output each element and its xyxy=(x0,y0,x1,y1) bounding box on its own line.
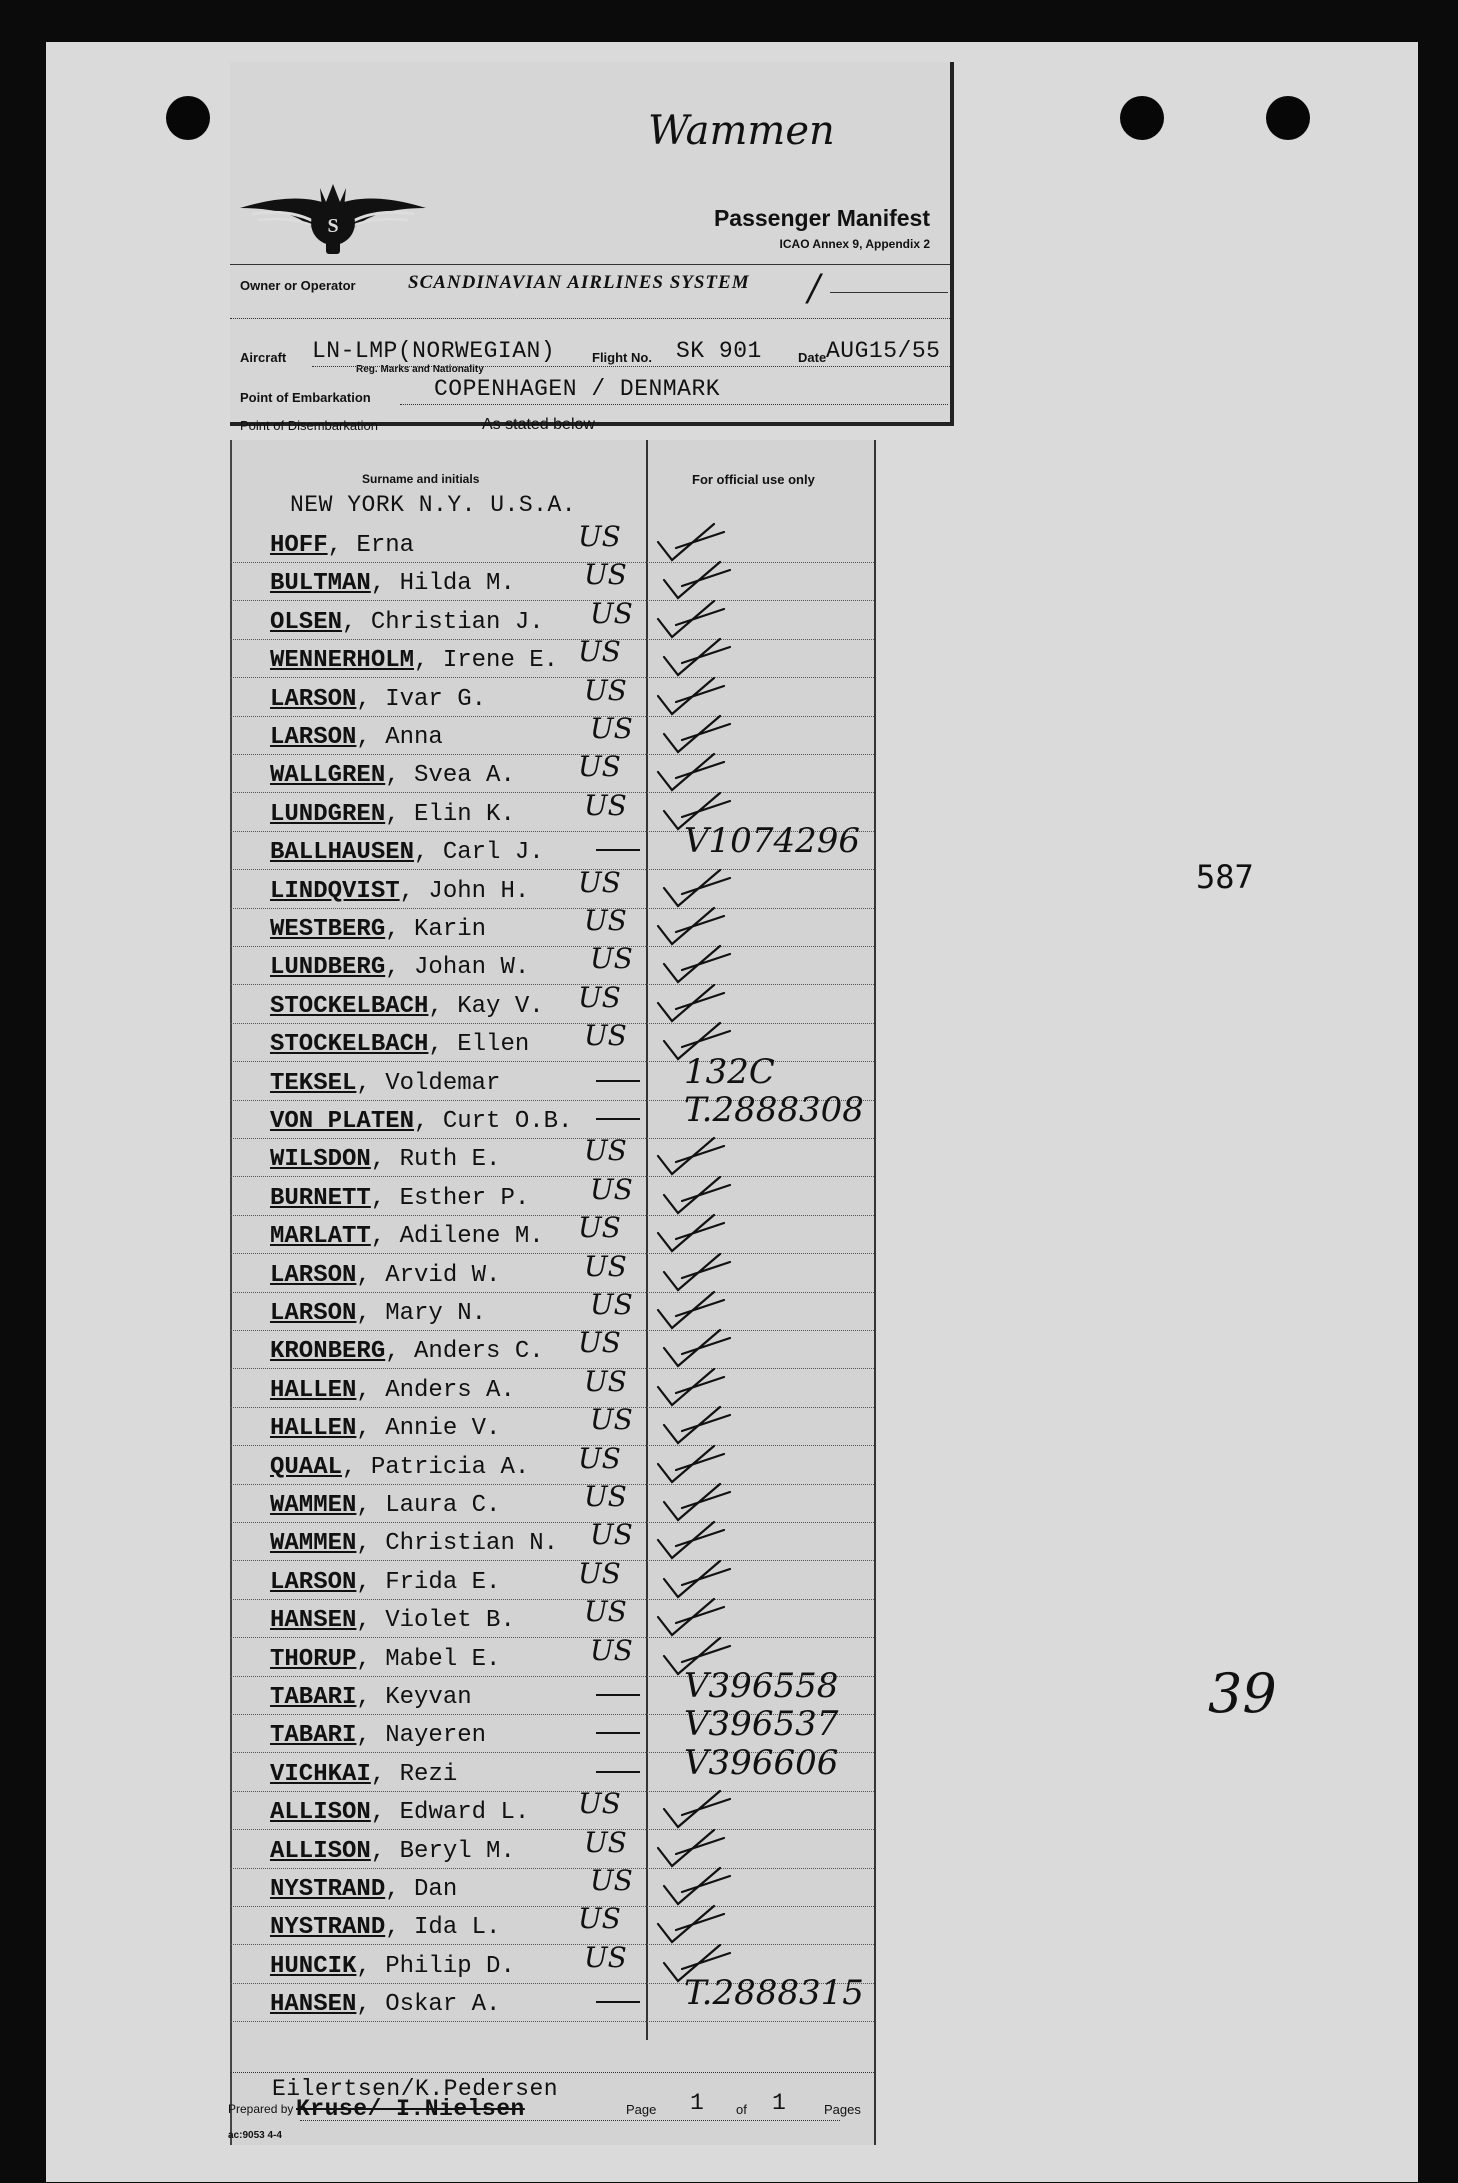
row-rule xyxy=(230,1522,874,1523)
citizenship-mark: US xyxy=(584,1940,627,1974)
passenger-row xyxy=(270,1492,500,1519)
passenger-row xyxy=(270,839,544,866)
passenger-surname: HALLEN xyxy=(270,1415,357,1443)
visa-note: T.2888308 xyxy=(684,1090,864,1130)
row-rule xyxy=(230,1599,874,1600)
passenger-given-name: , Frida E. xyxy=(356,1568,501,1596)
passenger-surname: LARSON xyxy=(270,685,357,713)
passenger-surname: WILSDON xyxy=(270,1146,371,1174)
punch-hole-left xyxy=(166,96,210,140)
passenger-surname: BURNETT xyxy=(270,1184,371,1212)
citizenship-mark: US xyxy=(578,1326,621,1360)
citizenship-mark: US xyxy=(578,1441,621,1475)
passenger-row xyxy=(270,1876,457,1903)
manifest-title: Passenger Manifest xyxy=(713,205,930,231)
passenger-surname: LARSON xyxy=(270,1300,357,1327)
passenger-row xyxy=(270,1761,457,1788)
passenger-given-name: , Dan xyxy=(385,1876,458,1903)
passenger-surname: STOCKELBACH xyxy=(270,992,429,1020)
reg-marks-label: Reg. Marks and Nationality xyxy=(356,364,484,375)
passenger-given-name: , Carl J. xyxy=(414,839,544,867)
passenger-row xyxy=(270,1991,500,2018)
row-rule xyxy=(230,639,874,640)
operator-value: SCANDINAVIAN AIRLINES SYSTEM xyxy=(408,272,750,293)
row-rule xyxy=(230,1637,874,1638)
embarkation-value: COPENHAGEN / DENMARK xyxy=(434,376,721,402)
passenger-surname: NYSTRAND xyxy=(270,1876,386,1903)
passenger-row xyxy=(270,993,544,1020)
passenger-row xyxy=(270,1607,515,1634)
passenger-given-name: , Erna xyxy=(327,532,415,559)
surname-column-header: Surname and initials xyxy=(362,472,480,486)
passenger-surname: OLSEN xyxy=(270,608,343,636)
passenger-row xyxy=(270,1262,500,1289)
dash-mark xyxy=(596,1080,640,1082)
visa-note: 132C xyxy=(684,1051,775,1092)
passenger-given-name: , Esther P. xyxy=(370,1184,530,1212)
sas-viking-logo xyxy=(238,178,428,258)
row-rule xyxy=(230,1560,874,1561)
citizenship-mark: US xyxy=(590,1288,633,1321)
passenger-surname: BULTMAN xyxy=(270,570,371,598)
passenger-given-name: , Keyvan xyxy=(356,1684,472,1711)
row-rule xyxy=(230,1829,874,1830)
citizenship-mark: US xyxy=(578,980,621,1014)
passenger-surname: TEKSEL xyxy=(270,1069,357,1097)
citizenship-mark: US xyxy=(590,1403,633,1437)
disembarkation-value: As stated below xyxy=(482,416,595,433)
passenger-surname: LINDQVIST xyxy=(270,877,400,905)
passenger-given-name: , Mabel E. xyxy=(356,1645,501,1673)
passenger-given-name: , Philip D. xyxy=(356,1952,515,1980)
passenger-row xyxy=(270,1914,500,1941)
citizenship-mark: US xyxy=(578,865,621,899)
passenger-row xyxy=(270,1185,529,1212)
passenger-surname: BALLHAUSEN xyxy=(270,839,415,867)
passenger-given-name: , Laura C. xyxy=(356,1492,501,1519)
dash-mark xyxy=(596,2001,640,2003)
owner-label: Owner or Operator xyxy=(240,278,356,293)
passenger-given-name: , Annie V. xyxy=(356,1415,501,1443)
row-rule xyxy=(230,1906,874,1907)
visa-note: V396537 xyxy=(684,1704,839,1745)
destination-value: NEW YORK N.Y. U.S.A. xyxy=(290,492,577,518)
passenger-given-name: , Ida L. xyxy=(385,1914,501,1942)
passenger-row xyxy=(270,1146,500,1173)
row-rule xyxy=(230,1061,874,1062)
row-rule xyxy=(230,1215,874,1216)
page-total: 1 xyxy=(772,2090,787,2116)
handwritten-name-top: Wammen xyxy=(648,108,835,154)
visa-note: V396558 xyxy=(684,1666,839,1706)
citizenship-mark: US xyxy=(578,1211,621,1245)
passenger-given-name: , Nayeren xyxy=(356,1722,487,1750)
aircraft-value: LN-LMP(NORWEGIAN) xyxy=(312,338,556,364)
passenger-surname: NYSTRAND xyxy=(270,1914,386,1942)
citizenship-mark: US xyxy=(590,596,633,630)
visa-note: T.2888315 xyxy=(684,1973,864,2014)
passenger-surname: HALLEN xyxy=(270,1376,357,1404)
visa-note: V396606 xyxy=(684,1742,839,1783)
passenger-surname: VICHKAI xyxy=(270,1760,371,1788)
passenger-row xyxy=(270,1646,500,1673)
passenger-surname: WAMMEN xyxy=(270,1492,357,1519)
citizenship-mark: US xyxy=(578,1902,621,1936)
passenger-surname: ALLISON xyxy=(270,1837,371,1865)
passenger-row xyxy=(270,724,443,751)
passenger-row xyxy=(270,609,544,636)
citizenship-mark: US xyxy=(590,712,633,745)
page-number: 1 xyxy=(690,2090,705,2116)
dash-mark xyxy=(596,1694,640,1696)
passenger-row xyxy=(270,1454,529,1481)
dash-mark xyxy=(596,1118,640,1120)
flight-no-value: SK 901 xyxy=(676,338,762,364)
svg-text:S: S xyxy=(327,215,339,237)
visa-note: V1074296 xyxy=(684,821,860,862)
side-note-39: 39 xyxy=(1208,1662,1277,1725)
citizenship-mark: US xyxy=(578,1556,621,1590)
dash-mark xyxy=(596,849,640,851)
passenger-given-name: , Patricia A. xyxy=(342,1453,530,1481)
row-rule xyxy=(230,716,874,717)
citizenship-mark: US xyxy=(584,1134,627,1168)
embarkation-underline xyxy=(400,404,948,405)
passenger-given-name: , Ellen xyxy=(428,1031,530,1059)
table-right-border xyxy=(874,440,876,2145)
passenger-given-name: , Violet B. xyxy=(356,1607,515,1635)
passenger-surname: LARSON xyxy=(270,1568,357,1596)
row-rule xyxy=(230,562,874,563)
row-rule xyxy=(230,984,874,985)
aircraft-label: Aircraft xyxy=(240,350,287,365)
citizenship-mark: US xyxy=(590,942,633,976)
passenger-surname: HANSEN xyxy=(270,1991,357,2019)
passenger-row xyxy=(270,762,515,789)
owner-underline xyxy=(830,292,948,293)
row-rule xyxy=(230,1868,874,1869)
embarkation-label: Point of Embarkation xyxy=(240,390,371,405)
citizenship-mark: US xyxy=(584,788,627,822)
passenger-given-name: , Arvid W. xyxy=(356,1261,501,1289)
citizenship-mark: US xyxy=(578,635,621,669)
disembarkation-label: Point of Disembarkation xyxy=(240,418,379,433)
pages-label: Pages xyxy=(824,2102,861,2117)
passenger-given-name: , Christian J. xyxy=(342,608,544,636)
passenger-row xyxy=(270,647,558,674)
passenger-surname: LARSON xyxy=(270,1261,357,1289)
passenger-surname: LUNDGREN xyxy=(270,800,386,828)
passenger-surname: LARSON xyxy=(270,724,357,751)
page-label: Page xyxy=(626,2102,657,2117)
citizenship-mark: US xyxy=(584,558,627,592)
rule-bottom xyxy=(230,2072,874,2073)
passenger-given-name: , Curt O.B. xyxy=(414,1108,573,1135)
passenger-row xyxy=(270,686,486,713)
signature-underline xyxy=(300,2120,840,2121)
passenger-surname: KRONBERG xyxy=(270,1338,386,1366)
passenger-given-name: , Edward L. xyxy=(370,1799,530,1827)
row-rule xyxy=(230,1407,874,1408)
passenger-given-name: , Elin K. xyxy=(385,800,515,828)
passenger-row xyxy=(270,1799,529,1826)
citizenship-mark: US xyxy=(578,1787,621,1821)
passenger-surname: THORUP xyxy=(270,1645,357,1673)
citizenship-mark: US xyxy=(590,1864,633,1897)
passenger-row xyxy=(270,1377,515,1404)
passenger-surname: WESTBERG xyxy=(270,916,386,943)
side-note-587: 587 xyxy=(1196,858,1254,896)
passenger-given-name: , Christian N. xyxy=(356,1530,559,1558)
passenger-row xyxy=(270,801,515,828)
citizenship-mark: US xyxy=(578,750,621,784)
passenger-row xyxy=(270,1838,515,1865)
passenger-given-name: , Voldemar xyxy=(356,1069,501,1097)
passenger-row xyxy=(270,1223,544,1250)
row-rule xyxy=(230,1484,874,1485)
row-rule xyxy=(230,1292,874,1293)
citizenship-mark: US xyxy=(584,1595,627,1629)
row-rule xyxy=(230,600,874,601)
passenger-row xyxy=(270,1415,500,1442)
passenger-surname: HUNCIK xyxy=(270,1952,357,1980)
passenger-given-name: , Ruth E. xyxy=(370,1146,501,1174)
citizenship-mark: US xyxy=(590,1172,633,1206)
row-rule xyxy=(230,908,874,909)
dash-mark xyxy=(596,1771,640,1773)
passenger-surname: ALLISON xyxy=(270,1799,371,1827)
row-rule xyxy=(230,1330,874,1331)
passenger-row xyxy=(270,1031,529,1058)
row-rule xyxy=(230,1138,874,1139)
citizenship-mark: US xyxy=(584,1480,627,1513)
passenger-row xyxy=(270,1722,486,1749)
passenger-given-name: , John H. xyxy=(399,877,530,905)
passenger-given-name: , Kay V. xyxy=(428,992,544,1020)
row-rule xyxy=(230,1368,874,1369)
citizenship-mark: US xyxy=(584,1364,627,1398)
preparer-line-2: Kruse/ I.Nielsen xyxy=(296,2096,525,2122)
punch-hole-right-2 xyxy=(1266,96,1310,140)
row-rule xyxy=(230,1445,874,1446)
passenger-given-name: , Anna xyxy=(356,724,443,751)
row-rule xyxy=(230,869,874,870)
dash-mark xyxy=(596,1732,640,1734)
prepared-by-label: Prepared by xyxy=(228,2102,294,2116)
row-rule xyxy=(230,1023,874,1024)
passenger-row xyxy=(270,1953,515,1980)
column-divider xyxy=(646,440,648,2040)
rule-aircraft-top xyxy=(230,318,950,319)
date-value: AUG15/55 xyxy=(826,338,941,364)
manifest-subtitle: ICAO Annex 9, Appendix 2 xyxy=(779,237,930,251)
row-rule xyxy=(230,677,874,678)
rule-owner-top xyxy=(230,264,950,265)
passenger-given-name: , Adilene M. xyxy=(370,1223,544,1251)
citizenship-mark: US xyxy=(578,520,621,553)
passenger-surname: LUNDBERG xyxy=(270,954,386,982)
of-label: of xyxy=(736,2102,747,2117)
passenger-surname: HOFF xyxy=(270,532,328,559)
passenger-given-name: , Irene E. xyxy=(414,647,559,675)
flight-no-label: Flight No. xyxy=(592,350,652,365)
passenger-surname: WAMMEN xyxy=(270,1530,357,1558)
preparer-line-1: Eilertsen/K.Pedersen xyxy=(272,2076,559,2102)
passenger-row xyxy=(270,1300,486,1327)
passenger-surname: MARLATT xyxy=(270,1223,371,1251)
passenger-row xyxy=(270,916,486,943)
passenger-given-name: , Hilda M. xyxy=(370,570,515,598)
citizenship-mark: US xyxy=(584,1249,627,1283)
passenger-row xyxy=(270,1569,500,1596)
passenger-surname: HANSEN xyxy=(270,1607,357,1635)
citizenship-mark: US xyxy=(584,1825,627,1859)
passenger-surname: WALLGREN xyxy=(270,762,386,790)
passenger-row xyxy=(270,1338,544,1365)
passenger-given-name: , Oskar A. xyxy=(356,1991,501,2019)
passenger-surname: TABARI xyxy=(270,1684,357,1711)
official-use-column-header: For official use only xyxy=(692,472,815,487)
row-rule xyxy=(230,2021,874,2022)
passenger-surname: VON PLATEN xyxy=(270,1108,415,1135)
passenger-given-name: , Anders A. xyxy=(356,1376,515,1404)
passenger-given-name: , Karin xyxy=(385,916,487,943)
passenger-row xyxy=(270,1684,472,1711)
row-rule xyxy=(230,792,874,793)
passenger-row xyxy=(270,1108,572,1135)
passenger-given-name: , Anders C. xyxy=(385,1338,544,1366)
passenger-row xyxy=(270,878,529,905)
passenger-surname: TABARI xyxy=(270,1722,357,1750)
row-rule xyxy=(230,1176,874,1177)
passenger-row xyxy=(270,1530,558,1557)
citizenship-mark: US xyxy=(590,1518,633,1552)
passenger-given-name: , Johan W. xyxy=(385,954,530,982)
citizenship-mark: US xyxy=(584,1019,627,1053)
passenger-row xyxy=(270,954,529,981)
form-code: ac:9053 4-4 xyxy=(228,2130,282,2141)
row-rule xyxy=(230,754,874,755)
citizenship-mark: US xyxy=(590,1633,633,1667)
passenger-given-name: , Rezi xyxy=(370,1760,458,1788)
passenger-given-name: , Beryl M. xyxy=(370,1837,515,1865)
row-rule xyxy=(230,1791,874,1792)
passenger-given-name: , Svea A. xyxy=(385,762,515,790)
passenger-surname: WENNERHOLM xyxy=(270,647,415,675)
passenger-row xyxy=(270,570,515,597)
passenger-given-name: , Mary N. xyxy=(356,1300,487,1327)
row-rule xyxy=(230,1944,874,1945)
aircraft-underline xyxy=(312,366,950,367)
passenger-row xyxy=(270,532,414,559)
row-rule xyxy=(230,1253,874,1254)
punch-hole-right-1 xyxy=(1120,96,1164,140)
passenger-row xyxy=(270,1070,500,1097)
passenger-surname: QUAAL xyxy=(270,1453,343,1481)
owner-slash-mark: / xyxy=(808,268,821,309)
date-label: Date xyxy=(798,350,827,365)
passenger-given-name: , Ivar G. xyxy=(356,685,487,713)
row-rule xyxy=(230,946,874,947)
citizenship-mark: US xyxy=(584,904,627,937)
passenger-surname: STOCKELBACH xyxy=(270,1031,429,1059)
citizenship-mark: US xyxy=(584,673,627,707)
